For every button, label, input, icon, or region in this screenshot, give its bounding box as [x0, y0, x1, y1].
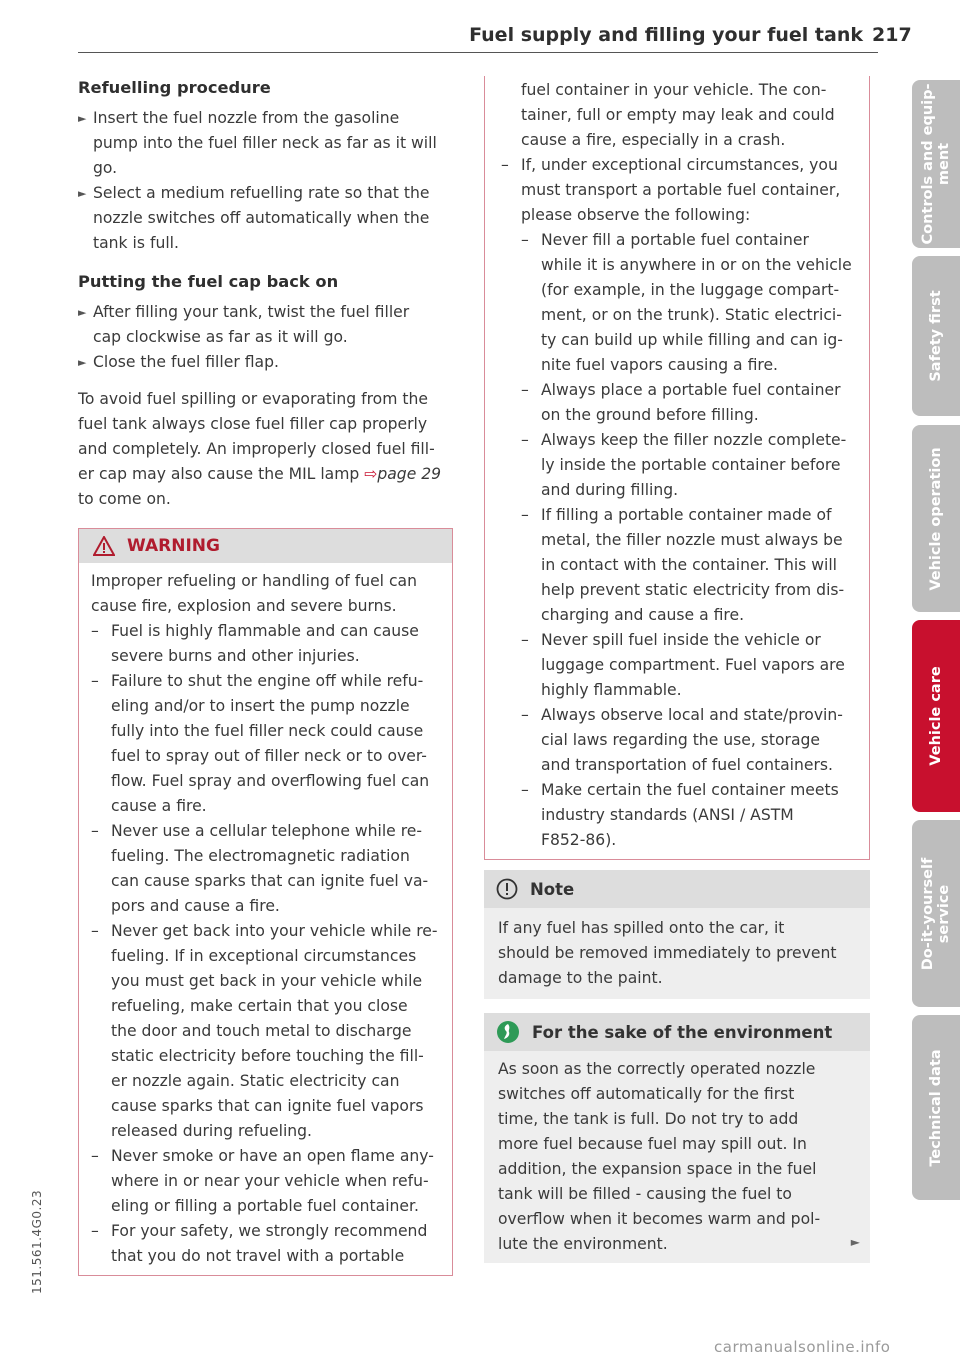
- text-line: ment, or on the trunk). Static electrici-: [541, 306, 842, 324]
- text-line: and during filling.: [541, 481, 679, 499]
- dash-marker: –: [521, 506, 529, 524]
- dash-marker: –: [521, 781, 529, 799]
- text-line: highly flammable.: [541, 681, 682, 699]
- text-line: cap clockwise as far as it will go.: [93, 328, 348, 346]
- text-line: Make certain the fuel container meets: [541, 781, 839, 799]
- dash-marker: –: [91, 672, 99, 690]
- text-line: eling and/or to insert the pump nozzle: [111, 697, 410, 715]
- sub-warning-item: [521, 503, 855, 628]
- dash-marker: –: [521, 431, 529, 449]
- para-text: er cap may also cause the MIL lamp: [78, 465, 365, 483]
- para-line: fuel tank always close fuel filler cap properly: [78, 415, 428, 433]
- bullet-item: [78, 350, 453, 375]
- text-line: can cause sparks that can ignite fuel va-: [111, 872, 429, 890]
- dash-marker: –: [521, 631, 529, 649]
- text-line: If, under exceptional circumstances, you: [521, 156, 838, 174]
- text-line: fully into the fuel filler neck could cause: [111, 722, 424, 740]
- text-line: Select a medium refuelling rate so that the: [93, 184, 430, 202]
- text-line: F852-86).: [541, 831, 617, 849]
- text-line: If filling a portable container made of: [541, 506, 832, 524]
- text-line: and transportation of fuel containers.: [541, 756, 833, 774]
- dash-marker: –: [501, 156, 509, 174]
- bullet-triangle-icon: ►: [78, 112, 87, 125]
- text-line: fuel to spray out of filler neck or to over-: [111, 747, 427, 765]
- right-column: [484, 76, 870, 1263]
- warning-body: [79, 563, 452, 1275]
- text-line: fueling. If in exceptional circumstances: [111, 947, 417, 965]
- arrow-right-icon: ⇨: [364, 465, 378, 483]
- text-line: nite fuel vapors causing a fire.: [541, 356, 779, 374]
- environment-line: As soon as the correctly operated nozzle: [498, 1060, 816, 1078]
- text-line: in contact with the container. This will: [541, 556, 838, 574]
- chapter-tab-label: Technical data: [928, 1048, 944, 1167]
- dash-marker: –: [91, 1147, 99, 1165]
- para-line: [78, 462, 453, 487]
- sub-warning-item: [521, 778, 855, 853]
- text-line: refueling, make certain that you close: [111, 997, 408, 1015]
- chapter-tab-label: Controls and equip- ment: [920, 83, 952, 245]
- text-line: pump into the fuel filler neck as far as it will: [93, 134, 437, 152]
- text-line: industry standards (ANSI / ASTM: [541, 806, 794, 824]
- warning-item: [91, 819, 440, 919]
- text-line: where in or near your vehicle when refu-: [111, 1172, 429, 1190]
- text-line: er nozzle again. Static electricity can: [111, 1072, 400, 1090]
- chapter-tab-controls-and-equip-ment[interactable]: [912, 80, 960, 248]
- chapter-tab-do-it-yourself-service[interactable]: [912, 820, 960, 1007]
- dash-marker: –: [521, 231, 529, 249]
- chapter-tab-vehicle-operation[interactable]: [912, 425, 960, 612]
- text-line: Failure to shut the engine off while refu-: [111, 672, 424, 690]
- refuelling-heading: Refuelling procedure: [78, 78, 271, 97]
- note-body: [484, 908, 870, 999]
- document-code: 151.561.4G0.23: [30, 1189, 44, 1294]
- text-line: cause a fire, especially in a crash.: [521, 131, 786, 149]
- warning-item: [91, 1219, 440, 1269]
- fuel-cap-paragraph: [78, 387, 453, 512]
- chapter-tab-technical-data[interactable]: [912, 1015, 960, 1200]
- warning-item: [91, 919, 440, 1144]
- para-line: to come on.: [78, 490, 171, 508]
- text-line: Never use a cellular telephone while re-: [111, 822, 423, 840]
- warning-item: [91, 619, 440, 669]
- page-reference-link[interactable]: page 29: [377, 465, 442, 483]
- warning-box: [78, 528, 453, 1276]
- text-line: tainer, full or empty may leak and could: [521, 106, 835, 124]
- text-line: fueling. The electromagnetic radiation: [111, 847, 410, 865]
- dash-marker: –: [91, 822, 99, 840]
- fuel-cap-heading: Putting the fuel cap back on: [78, 272, 339, 291]
- warning-item: [91, 1144, 440, 1219]
- fuel-cap-steps: [78, 300, 453, 375]
- text-line: on the ground before filling.: [541, 406, 759, 424]
- bullet-item: [78, 181, 453, 256]
- bullet-triangle-icon: ►: [78, 187, 87, 200]
- text-line: pors and cause a fire.: [111, 897, 280, 915]
- note-box: [484, 870, 870, 999]
- text-line: fuel container in your vehicle. The con-: [521, 81, 827, 99]
- text-line: Close the fuel filler flap.: [93, 353, 279, 371]
- sub-warning-item: [521, 703, 855, 778]
- environment-line: addition, the expansion space in the fuel: [498, 1160, 817, 1178]
- text-line: that you do not travel with a portable: [111, 1247, 405, 1265]
- exceptional-item: [501, 153, 855, 228]
- text-line: flow. Fuel spray and overflowing fuel can: [111, 772, 430, 790]
- text-line: Fuel is highly flammable and can cause: [111, 622, 419, 640]
- text-line: nozzle switches off automatically when the: [93, 209, 430, 227]
- bullet-item: [78, 106, 453, 181]
- note-line: should be removed immediately to prevent: [498, 944, 837, 962]
- text-line: Insert the fuel nozzle from the gasoline: [93, 109, 400, 127]
- dash-marker: –: [91, 922, 99, 940]
- chapter-tabs: [912, 80, 960, 1298]
- sub-warning-item: [521, 628, 855, 703]
- note-line: If any fuel has spilled onto the car, it: [498, 919, 785, 937]
- text-line: static electricity before touching the fill-: [111, 1047, 424, 1065]
- environment-box: [484, 1013, 870, 1263]
- text-line: After filling your tank, twist the fuel filler: [93, 303, 410, 321]
- text-line: charging and cause a fire.: [541, 606, 745, 624]
- warning-continuation: [501, 78, 855, 153]
- dash-marker: –: [521, 706, 529, 724]
- para-line: To avoid fuel spilling or evaporating from the: [78, 390, 428, 408]
- warning-continuation-box: [484, 76, 870, 860]
- text-line: Always keep the filler nozzle complete-: [541, 431, 847, 449]
- text-line: you must get back in your vehicle while: [111, 972, 423, 990]
- environment-line: tank will be filled - causing the fuel to: [498, 1185, 792, 1203]
- warning-intro-line: Improper refueling or handling of fuel can: [91, 572, 417, 590]
- refuelling-steps: [78, 106, 453, 256]
- environment-line: lute the environment.: [498, 1235, 668, 1253]
- bullet-item: [78, 300, 453, 350]
- header-rule: [78, 52, 878, 53]
- environment-line: overflow when it becomes warm and pol-: [498, 1210, 821, 1228]
- para-line: and completely. An improperly closed fuel fill-: [78, 440, 435, 458]
- environment-header: [484, 1013, 870, 1051]
- text-line: Always observe local and state/provin-: [541, 706, 843, 724]
- sub-warning-item: [521, 378, 855, 428]
- note-line: damage to the paint.: [498, 969, 663, 987]
- chapter-tab-vehicle-care[interactable]: [912, 620, 960, 812]
- bullet-triangle-icon: ►: [78, 306, 87, 319]
- text-line: Never spill fuel inside the vehicle or: [541, 631, 821, 649]
- text-line: ly inside the portable container before: [541, 456, 841, 474]
- continue-arrow-icon: ►: [850, 1235, 860, 1249]
- environment-line: switches off automatically for the first: [498, 1085, 795, 1103]
- environment-globe-icon: [496, 1020, 520, 1044]
- dash-marker: –: [91, 622, 99, 640]
- text-line: eling or filling a portable fuel container.: [111, 1197, 419, 1215]
- text-line: please observe the following:: [521, 206, 751, 224]
- chapter-tab-label: Safety first: [928, 290, 944, 382]
- bullet-triangle-icon: ►: [78, 356, 87, 369]
- sub-warning-item: [521, 228, 855, 378]
- sub-warning-item: [521, 428, 855, 503]
- chapter-tab-safety-first[interactable]: [912, 256, 960, 416]
- note-title: Note: [530, 879, 575, 899]
- text-line: (for example, in the luggage compart-: [541, 281, 840, 299]
- text-line: ty can build up while filling and can ig-: [541, 331, 843, 349]
- text-line: the door and touch metal to discharge: [111, 1022, 412, 1040]
- text-line: must transport a portable fuel container,: [521, 181, 841, 199]
- environment-line: more fuel because fuel may spill out. In: [498, 1135, 807, 1153]
- warning-title: WARNING: [127, 535, 220, 556]
- text-line: Never get back into your vehicle while re-: [111, 922, 438, 940]
- warning-item: [91, 669, 440, 819]
- text-line: For your safety, we strongly recommend: [111, 1222, 428, 1240]
- warning-item: [501, 153, 855, 228]
- text-line: Never fill a portable fuel container: [541, 231, 809, 249]
- text-line: cause sparks that can ignite fuel vapors: [111, 1097, 424, 1115]
- warning-triangle-icon: [93, 536, 115, 556]
- chapter-tab-label: Vehicle care: [928, 666, 944, 766]
- page-header-title: Fuel supply and filling your fuel tank: [469, 24, 863, 46]
- text-line: luggage compartment. Fuel vapors are: [541, 656, 845, 674]
- portable-container-rules: [501, 228, 855, 853]
- environment-body: [484, 1051, 870, 1263]
- environment-line: time, the tank is full. Do not try to add: [498, 1110, 799, 1128]
- dash-marker: –: [91, 1222, 99, 1240]
- text-line: Never smoke or have an open flame any-: [111, 1147, 434, 1165]
- text-line: go.: [93, 159, 118, 177]
- text-line: tank is full.: [93, 234, 179, 252]
- text-line: cial laws regarding the use, storage: [541, 731, 820, 749]
- text-line: Always place a portable fuel container: [541, 381, 841, 399]
- text-line: cause a fire.: [111, 797, 207, 815]
- chapter-tab-label: Do-it-yourself service: [920, 857, 952, 970]
- environment-title: For the sake of the environment: [532, 1022, 833, 1042]
- text-line: while it is anywhere in or on the vehicle: [541, 256, 852, 274]
- text-line: metal, the filler nozzle must always be: [541, 531, 843, 549]
- note-header: [484, 870, 870, 908]
- page-number: 217: [872, 24, 912, 46]
- text-line: severe burns and other injuries.: [111, 647, 360, 665]
- watermark: carmanualsonline.info: [714, 1338, 891, 1356]
- left-column: [78, 74, 453, 1276]
- info-circle-icon: [496, 878, 518, 900]
- warning-header: [79, 529, 452, 563]
- dash-marker: –: [521, 381, 529, 399]
- text-line: help prevent static electricity from dis-: [541, 581, 845, 599]
- warning-intro-line: cause fire, explosion and severe burns.: [91, 597, 397, 615]
- chapter-tab-label: Vehicle operation: [928, 446, 944, 591]
- text-line: released during refueling.: [111, 1122, 313, 1140]
